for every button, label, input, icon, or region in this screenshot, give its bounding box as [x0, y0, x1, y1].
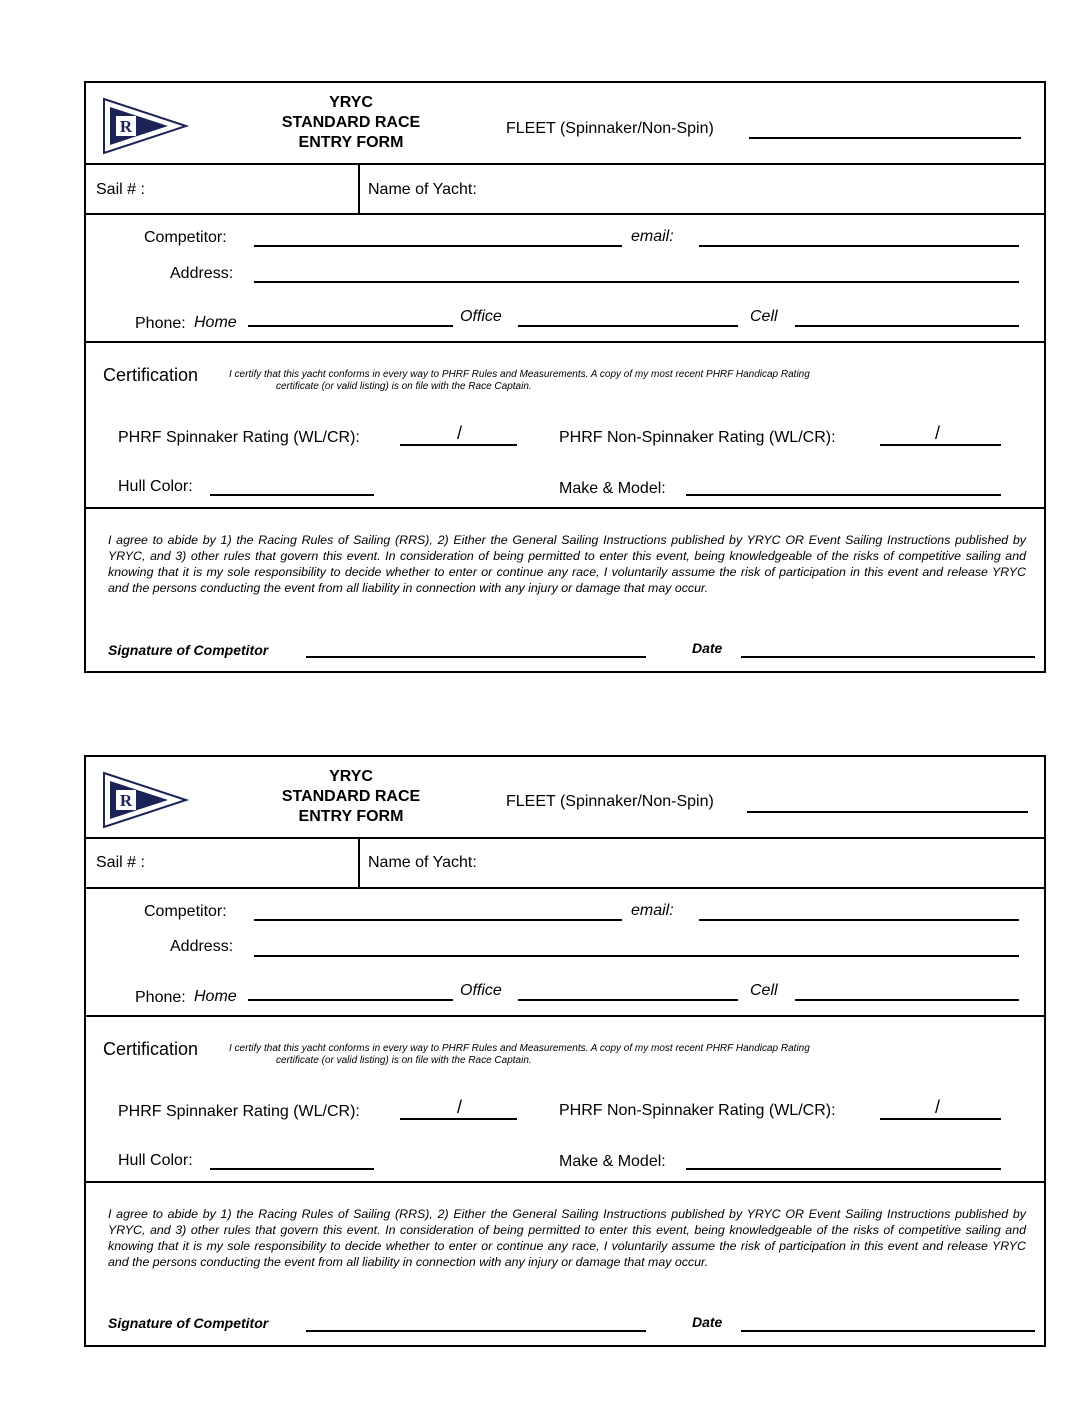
- yacht-name-label: Name of Yacht:: [368, 854, 477, 871]
- agreement-text: I agree to abide by 1) the Racing Rules of Sailing (RRS), 2) Either the General Sailing Instructions published by YRYC OR Event Sailing Instructions published by YRYC, and 3) other rules that govern this event. In consideration of being permitted to enter this event, being knowledgeable of the risks of competitive sailing and knowing that it is my sole responsibility to decide whether to enter or continue any race, I voluntarily assume the risk of participation in this event and release YRYC and the persons conducting the event from all liability in connection with any injury or damage that may occur.: [108, 533, 1026, 595]
- address-field[interactable]: [254, 281, 1019, 283]
- title-line-3: ENTRY FORM: [298, 808, 404, 825]
- divider: [358, 163, 360, 213]
- date-label: Date: [692, 640, 723, 656]
- hull-color-label: Hull Color:: [118, 1152, 193, 1169]
- spinnaker-rating-label: PHRF Spinnaker Rating (WL/CR):: [118, 429, 360, 446]
- agreement-text: I agree to abide by 1) the Racing Rules of Sailing (RRS), 2) Either the General Sailing Instructions published by YRYC OR Event Sailing Instructions published by YRYC, and 3) other rules that govern this event. In consideration of being permitted to enter this event, being knowledgeable of the risks of competitive sailing and knowing that it is my sole responsibility to decide whether to enter or continue any race, I voluntarily assume the risk of participation in this event and release YRYC and the persons conducting the event from all liability in connection with any injury or damage that may occur.: [108, 1207, 1026, 1269]
- home-phone-field[interactable]: [248, 999, 453, 1001]
- divider: [86, 341, 1044, 343]
- cell-phone-label: Cell: [750, 308, 778, 325]
- fleet-label: FLEET (Spinnaker/Non-Spin): [506, 793, 714, 810]
- rating-separator: /: [935, 423, 941, 443]
- hull-color-field[interactable]: [210, 1168, 374, 1170]
- competitor-label: Competitor:: [144, 229, 227, 246]
- address-label: Address:: [170, 938, 234, 955]
- certification-text-line-2: certificate (or valid listing) is on file with the Race Captain.: [276, 381, 532, 392]
- certification-text-line-1: I certify that this yacht conforms in every way to PHRF Rules and Measurements. A copy of my most recent PHRF Handicap Rating: [229, 1043, 810, 1054]
- title-line-3: ENTRY FORM: [298, 134, 404, 151]
- signature-field[interactable]: [306, 1330, 646, 1332]
- divider: [358, 837, 360, 887]
- rating-separator: /: [457, 1097, 463, 1117]
- non-spinnaker-rating-field[interactable]: [880, 1118, 1001, 1120]
- home-phone-label: Home: [194, 314, 237, 331]
- hull-color-field[interactable]: [210, 494, 374, 496]
- non-spinnaker-rating-field[interactable]: [880, 444, 1001, 446]
- address-label: Address:: [170, 265, 234, 282]
- form-title: [266, 767, 436, 827]
- entry-form-1: [84, 81, 1046, 673]
- make-model-field[interactable]: [686, 494, 1001, 496]
- competitor-field[interactable]: [254, 245, 622, 247]
- email-field[interactable]: [699, 245, 1019, 247]
- phone-label: Phone:: [135, 315, 186, 332]
- non-spinnaker-rating-label: PHRF Non-Spinnaker Rating (WL/CR):: [559, 1102, 836, 1119]
- non-spinnaker-rating-label: PHRF Non-Spinnaker Rating (WL/CR):: [559, 429, 836, 446]
- divider: [86, 1181, 1044, 1183]
- competitor-field[interactable]: [254, 919, 622, 921]
- office-phone-label: Office: [460, 308, 502, 325]
- title-line-1: YRYC: [329, 94, 373, 111]
- fleet-field[interactable]: [747, 811, 1028, 813]
- divider: [86, 837, 1044, 839]
- form-title: [266, 93, 436, 153]
- divider: [86, 163, 1044, 165]
- make-model-label: Make & Model:: [559, 480, 666, 497]
- office-phone-label: Office: [460, 982, 502, 999]
- divider: [86, 213, 1044, 215]
- cell-phone-field[interactable]: [795, 325, 1019, 327]
- logo-monogram: R: [119, 117, 133, 136]
- club-burgee-logo: [100, 769, 190, 831]
- sail-number-label: Sail # :: [96, 181, 145, 198]
- email-label: email:: [631, 902, 674, 919]
- divider: [86, 507, 1044, 509]
- certification-heading: Certification: [103, 1039, 199, 1059]
- title-line-2: STANDARD RACE: [281, 788, 421, 805]
- sail-number-label: Sail # :: [96, 854, 145, 871]
- make-model-label: Make & Model:: [559, 1153, 666, 1170]
- club-burgee-logo: [100, 95, 190, 157]
- address-field[interactable]: [254, 955, 1019, 957]
- divider: [86, 1015, 1044, 1017]
- certification-text-line-2: certificate (or valid listing) is on file with the Race Captain.: [276, 1055, 532, 1066]
- office-phone-field[interactable]: [518, 325, 738, 327]
- make-model-field[interactable]: [686, 1168, 1001, 1170]
- email-label: email:: [631, 228, 674, 245]
- spinnaker-rating-field[interactable]: [400, 1118, 517, 1120]
- title-line-1: YRYC: [329, 768, 373, 785]
- certification-text-line-1: I certify that this yacht conforms in every way to PHRF Rules and Measurements. A copy of my most recent PHRF Handicap Rating: [229, 369, 810, 380]
- cell-phone-label: Cell: [750, 982, 778, 999]
- hull-color-label: Hull Color:: [118, 478, 193, 495]
- spinnaker-rating-label: PHRF Spinnaker Rating (WL/CR):: [118, 1103, 360, 1120]
- certification-heading: Certification: [103, 365, 199, 385]
- cell-phone-field[interactable]: [795, 999, 1019, 1001]
- signature-label: Signature of Competitor: [108, 642, 269, 658]
- logo-monogram: R: [119, 791, 133, 810]
- fleet-label: FLEET (Spinnaker/Non-Spin): [506, 120, 714, 137]
- title-line-2: STANDARD RACE: [281, 114, 421, 131]
- phone-label: Phone:: [135, 989, 186, 1006]
- divider: [86, 887, 1044, 889]
- date-field[interactable]: [741, 656, 1035, 658]
- spinnaker-rating-field[interactable]: [400, 444, 517, 446]
- date-field[interactable]: [741, 1330, 1035, 1332]
- fleet-field[interactable]: [749, 137, 1021, 139]
- home-phone-label: Home: [194, 988, 237, 1005]
- rating-separator: /: [935, 1097, 941, 1117]
- office-phone-field[interactable]: [518, 999, 738, 1001]
- competitor-label: Competitor:: [144, 903, 227, 920]
- yacht-name-label: Name of Yacht:: [368, 181, 477, 198]
- signature-field[interactable]: [306, 656, 646, 658]
- signature-label: Signature of Competitor: [108, 1315, 269, 1331]
- home-phone-field[interactable]: [248, 325, 453, 327]
- entry-form-2: [84, 755, 1046, 1347]
- email-field[interactable]: [699, 919, 1019, 921]
- date-label: Date: [692, 1314, 723, 1330]
- rating-separator: /: [457, 423, 463, 443]
